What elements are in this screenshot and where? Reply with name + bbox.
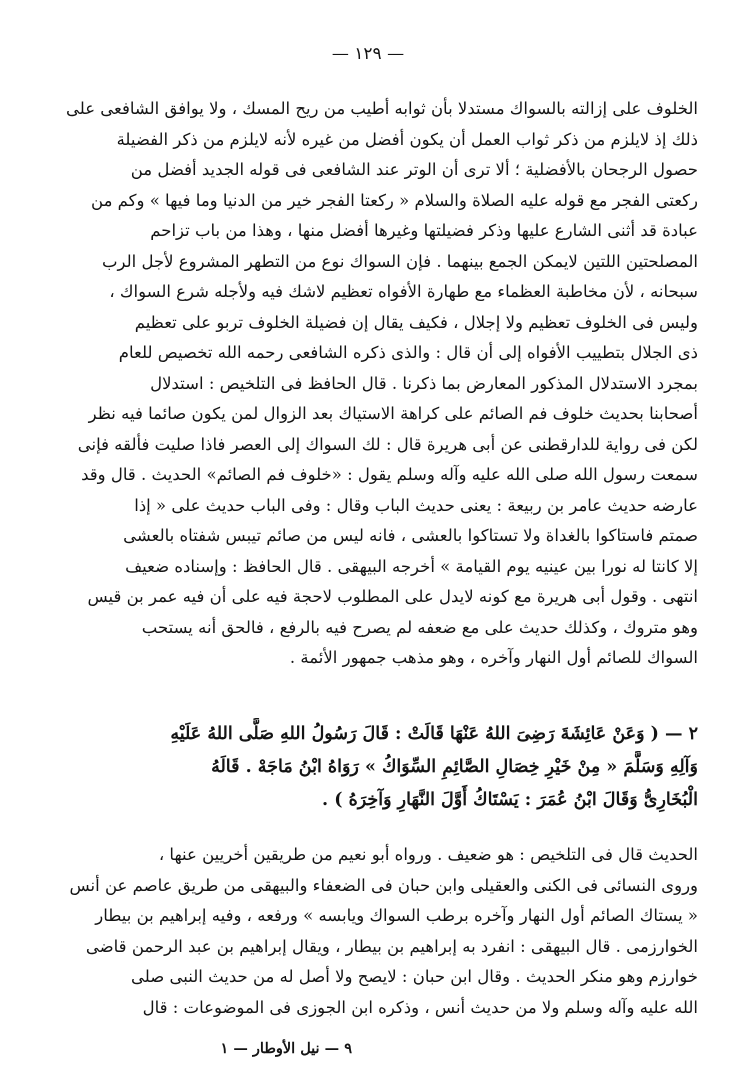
text-line: ذلك إذ لايلزم من ذكر ثواب العمل أن يكون أفضل من غيره لأنه لايلزم من ذكر الفضيلة [116,129,698,149]
text-line: انتهى . وقول أبى هريرة مع كونه لايدل على المطلوب لاحجة فيه على أن فيه عمر بن قيس [87,587,698,606]
text-line: الخلوف على إزالته بالسواك مستدلا بأن ثوابه أطيب من ريح المسك ، ولا يوافق الشافعى على [66,99,698,118]
text-line: حصول الرجحان بالأفضلية ؛ ألا ترى أن الوتر عند الشافعى فى قوله الجديد أفضل من [130,160,698,179]
text-line: بمجرد الاستدلال المذكور المعارض بما ذكرنا . قال الحافظ فى التلخيص : استدلال [150,373,698,393]
text-line: الحديث قال فى التلخيص : هو ضعيف . ورواه أبو نعيم من طريقين أخريين عنها ، [158,845,698,864]
text-line: ذى الجلال بتطييب الأفواه إلى أن قال : والذى ذكره الشافعى رحمه الله تخصيص للعام [118,343,698,362]
hadith-line: الْبُخَارِىُّ وَقَالَ ابْنُ عُمَرَ : يَسْتَاكُ أَوَّلَ النَّهَارِ وَآخِرَهُ ) . [322,790,698,810]
text-line: « يستاك الصائم أول النهار وآخره برطب السواك ويابسه » ورفعه ، وفيه إبراهيم بن بيطار [95,906,698,925]
text-line: لكن فى رواية للدارقطنى عن أبى هريرة قال : لك السواك إلى العصر فاذا صليت فألقه فإنى [77,434,698,454]
commentary-paragraph-2 [44,840,698,1023]
text-line: ركعتى الفجر مع قوله عليه الصلاة والسلام « ركعتا الفجر خير من الدنيا وما فيها » وكم من [91,190,698,210]
text-line: السواك للصائم أول النهار وآخره ، وهو مذهب جمهور الأئمة . [289,648,698,667]
text-line: وروى النسائى فى الكنى والعقيلى وابن حبان فى الضعفاء والبيهقى من طريق عاصم عن أنس [69,875,698,895]
text-line: إلا كانتا له نورا بين عينيه يوم القيامة » أخرجه البيهقى . قال الحافظ : وإسناده ضعيف [125,556,698,576]
text-line: أصحابنا بحديث خلوف فم الصائم على كراهة الاستياك بعد الزوال لمن يكون صائما فيه نظر [88,404,698,423]
text-line: سبحانه ، لأن مخاطبة العظماء مع طهارة الأفواه تعظيم لاشك فيه ولأجله شرع السواك ، [109,282,698,301]
text-line: سمعت رسول الله صلى الله عليه وآله وسلم يقول : «خلوف فم الصائم» الحديث . قال وقد [81,465,698,484]
page-number: — ١٢٩ — [331,44,405,64]
hadith-text [44,718,698,817]
commentary-paragraph-1 [44,94,698,674]
text-line: الله عليه وآله وسلم ولا من حديث أنس ، وذكره ابن الجوزى فى الموضوعات : قال [142,997,698,1017]
footer-signature: ٩ — نيل الأوطار — ١ [220,1040,352,1057]
text-line: المصلحتين اللتين لايمكن الجمع بينهما . فإن السواك نوع من التطهر المشروع لأجل الرب [101,251,698,271]
text-line: خوارزم وهو منكر الحديث . وقال ابن حبان : لايصح ولا أصل له من حديث النبى صلى [131,967,698,986]
text-line: عارضه حديث عامر بن ربيعة : يعنى حديث الباب وقال : وفى الباب حديث على « إذا [134,495,698,515]
text-line: وهو متروك ، وكذلك حديث على مع ضعفه لم يصرح فيه بالرفع ، فالحق أنه يستحب [141,617,698,637]
text-line: عبادة قد أثنى الشارع عليها وذكر فضيلتها وغيرها أفضل منها ، وهذا من باب تزاحم [150,221,698,240]
text-line: وليس فى الخلوف تعظيم ولا إجلال ، فكيف يقال إن فضيلة الخلوف تربو على تعظيم [134,312,698,332]
hadith-line: ٢ — ( وَعَنْ عَائِشَةَ رَضِىَ اللهُ عَنْهَا قَالَتْ : قَالَ رَسُولُ اللهِ صَلَّى اللهُ عَلَيْهِ [170,724,698,744]
text-line: صمتم فاستاكوا بالغداة ولا تستاكوا بالعشى ، فانه ليس من صائم تيبس شفتاه بالعشى [123,526,698,545]
text-line: الخوارزمى . قال البيهقى : انفرد به إبراهيم بن بيطار ، ويقال إبراهيم بن عبد الرحمن قاضى [85,936,698,956]
hadith-line: وَآلِهِ وَسَلَّمَ « مِنْ خَيْرِ خِصَالِ الصَّائِمِ السِّوَاكُ » رَوَاهُ ابْنُ مَاجَهْ . قَالَهُ [211,757,698,777]
